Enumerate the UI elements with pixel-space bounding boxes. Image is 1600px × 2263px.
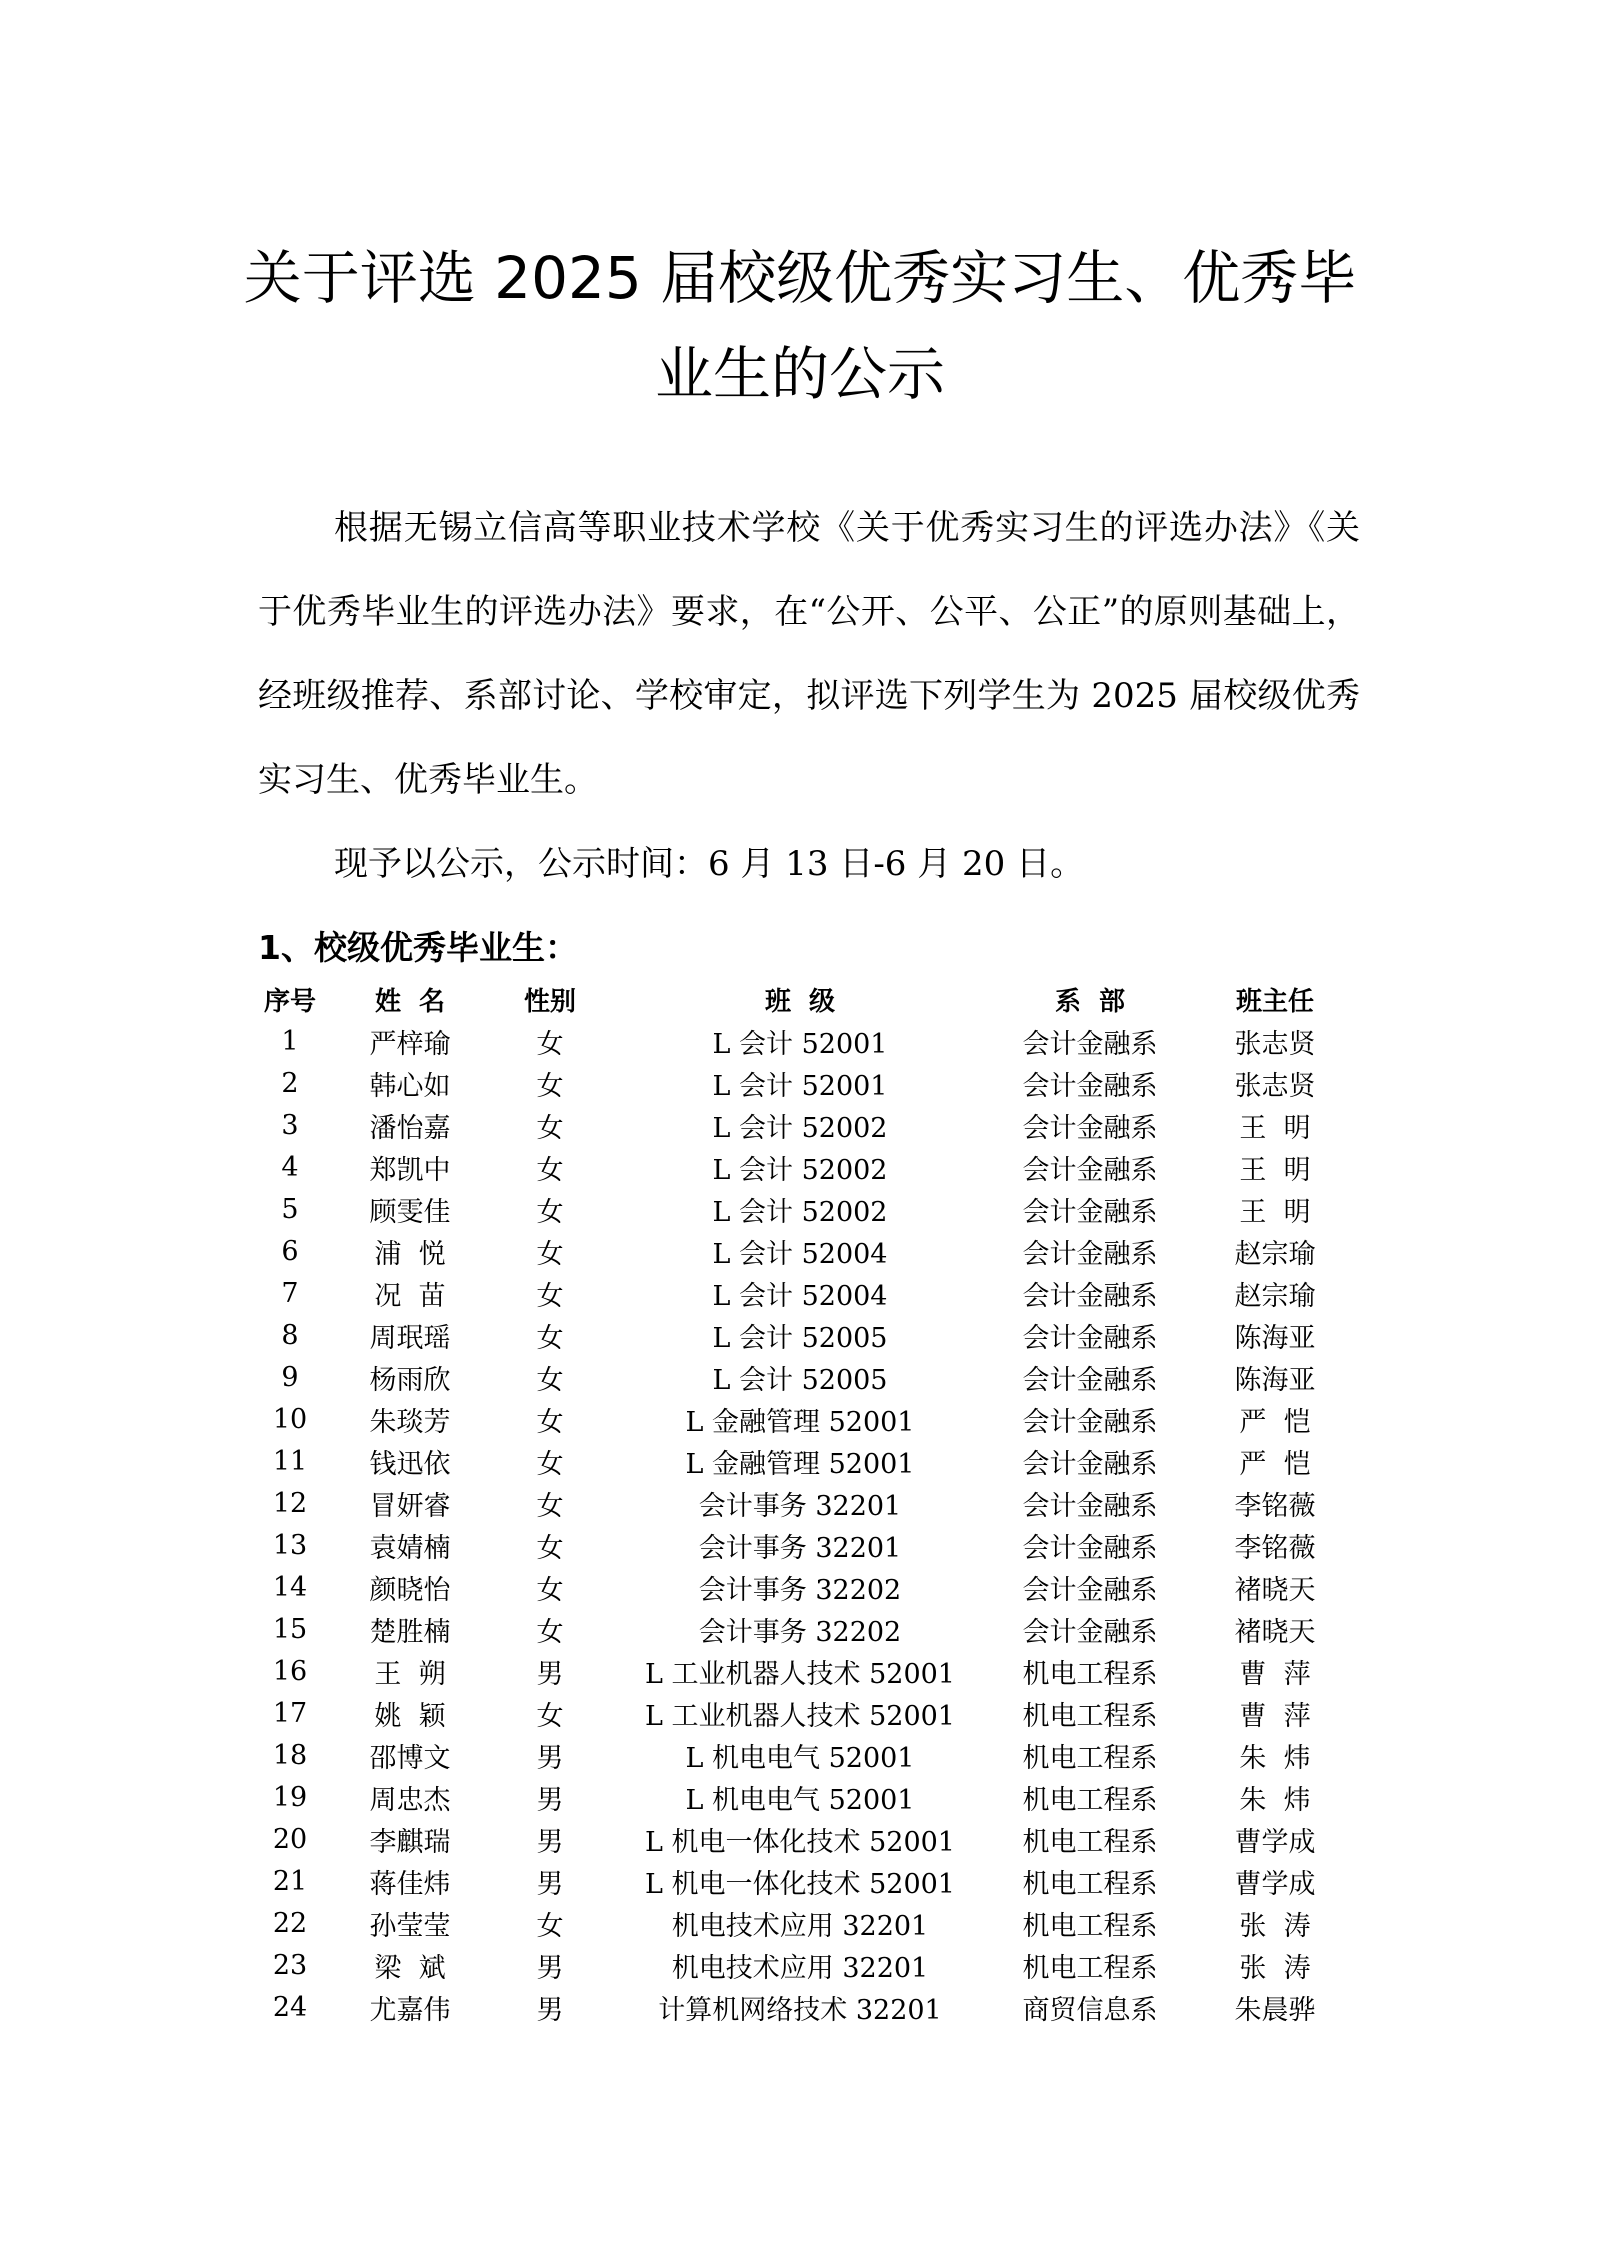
cell-name: 蒋佳炜 [369,1868,451,1900]
cell-name: 朱琰芳 [369,1406,451,1438]
cell-sex: 男 [536,1742,564,1774]
cell-name: 浦 悦 [374,1238,446,1270]
cell-sex: 女 [536,1448,564,1480]
cell-dept: 机电工程系 [1022,1700,1158,1732]
cell-no: 21 [272,1865,308,1897]
intro-paragraph: 根据无锡立信高等职业技术学校《关于优秀实习生的评选办法》《关于优秀毕业生的评选办法》要求，在“公开、公平、公正”的原则基础上，经班级推荐、系部讨论、学校审定，拟评选下列学生为 2025 届校级优秀实习生、优秀毕业生。 [258,508,1360,800]
cell-class: L 金融管理 52001 [685,1406,915,1438]
cell-teacher: 李铭薇 [1234,1532,1316,1564]
cell-class: L 机电电气 52001 [685,1742,915,1774]
cell-sex: 女 [536,1406,564,1438]
cell-name: 严梓瑜 [369,1028,451,1060]
table-row [250,1524,1360,1566]
cell-teacher: 张 涛 [1239,1910,1311,1942]
cell-dept: 商贸信息系 [1022,1994,1158,2026]
table-row [250,1146,1360,1188]
cell-class: L 工业机器人技术 52001 [645,1700,955,1732]
cell-class: L 会计 52002 [712,1154,888,1186]
cell-sex: 女 [536,1028,564,1060]
cell-dept: 会计金融系 [1022,1112,1158,1144]
cell-no: 2 [281,1067,299,1099]
table-row [250,1188,1360,1230]
cell-no: 7 [281,1277,299,1309]
cell-teacher: 严 恺 [1239,1406,1311,1438]
cell-dept: 机电工程系 [1022,1952,1158,1984]
cell-class: L 机电一体化技术 52001 [645,1868,955,1900]
cell-class: L 工业机器人技术 52001 [645,1658,955,1690]
cell-no: 18 [272,1739,308,1771]
cell-dept: 会计金融系 [1022,1448,1158,1480]
cell-dept: 会计金融系 [1022,1280,1158,1312]
cell-no: 4 [281,1151,299,1183]
cell-teacher: 朱晨骅 [1234,1994,1316,2026]
cell-name: 韩心如 [369,1070,451,1102]
cell-teacher: 褚晓天 [1234,1574,1316,1606]
cell-teacher: 张 涛 [1239,1952,1311,1984]
cell-no: 3 [281,1109,299,1141]
cell-class: 计算机网络技术 32201 [658,1994,942,2026]
cell-name: 周忠杰 [369,1784,451,1816]
cell-no: 17 [272,1697,308,1729]
table-row [250,1734,1360,1776]
cell-sex: 女 [536,1070,564,1102]
cell-no: 8 [281,1319,299,1351]
cell-sex: 女 [536,1532,564,1564]
cell-name: 王 朔 [374,1658,446,1690]
cell-no: 22 [272,1907,308,1939]
cell-no: 24 [272,1991,308,2023]
cell-name: 梁 斌 [374,1952,446,1984]
cell-teacher: 王 明 [1239,1112,1311,1144]
table-row [250,1104,1360,1146]
table-row [250,1272,1360,1314]
table-row [250,1482,1360,1524]
cell-no: 16 [272,1655,308,1687]
column-header-no: 序号 [263,986,316,1017]
cell-sex: 女 [536,1280,564,1312]
cell-teacher: 陈海亚 [1234,1322,1316,1354]
cell-dept: 机电工程系 [1022,1742,1158,1774]
cell-sex: 女 [536,1700,564,1732]
cell-sex: 男 [536,1658,564,1690]
cell-name: 颜晓怡 [369,1574,451,1606]
graduates-table [250,978,1360,2028]
cell-sex: 女 [536,1322,564,1354]
cell-name: 顾雯佳 [369,1196,451,1228]
cell-sex: 女 [536,1112,564,1144]
cell-teacher: 赵宗瑜 [1234,1280,1316,1312]
cell-class: L 会计 52004 [712,1280,888,1312]
table-row [250,1692,1360,1734]
cell-dept: 会计金融系 [1022,1238,1158,1270]
cell-teacher: 曹 萍 [1239,1700,1311,1732]
cell-name: 况 苗 [374,1280,446,1312]
cell-dept: 会计金融系 [1022,1322,1158,1354]
cell-sex: 女 [536,1616,564,1648]
cell-no: 1 [281,1025,299,1057]
table-row [250,1314,1360,1356]
cell-class: L 会计 52004 [712,1238,888,1270]
cell-name: 潘怡嘉 [369,1112,451,1144]
cell-no: 6 [281,1235,299,1267]
cell-name: 尤嘉伟 [369,1994,451,2026]
table-row [250,1566,1360,1608]
cell-class: L 金融管理 52001 [685,1448,915,1480]
graduates-table-body [250,1020,1360,2028]
column-header-teacher: 班主任 [1235,986,1314,1017]
cell-sex: 女 [536,1364,564,1396]
cell-dept: 会计金融系 [1022,1364,1158,1396]
cell-dept: 会计金融系 [1022,1406,1158,1438]
cell-no: 10 [272,1403,308,1435]
cell-teacher: 李铭薇 [1234,1490,1316,1522]
cell-dept: 机电工程系 [1022,1826,1158,1858]
cell-name: 杨雨欣 [369,1364,451,1396]
cell-no: 5 [281,1193,299,1225]
table-row [250,1902,1360,1944]
cell-name: 姚 颖 [374,1700,446,1732]
cell-sex: 男 [536,1952,564,1984]
cell-class: 机电技术应用 32201 [671,1910,929,1942]
table-row [250,1356,1360,1398]
cell-name: 楚胜楠 [369,1616,451,1648]
table-row [250,1398,1360,1440]
cell-sex: 女 [536,1238,564,1270]
cell-class: 机电技术应用 32201 [671,1952,929,1984]
cell-sex: 男 [536,1826,564,1858]
cell-class: L 会计 52005 [712,1364,888,1396]
cell-sex: 男 [536,1868,564,1900]
cell-teacher: 曹学成 [1234,1868,1316,1900]
table-row [250,1860,1360,1902]
cell-teacher: 王 明 [1239,1154,1311,1186]
cell-teacher: 朱 炜 [1239,1742,1311,1774]
cell-dept: 机电工程系 [1022,1910,1158,1942]
notice-paragraph: 现予以公示，公示时间：6 月 13 日-6 月 20 日。 [334,844,1085,884]
cell-teacher: 张志贤 [1234,1070,1316,1102]
table-row [250,1440,1360,1482]
cell-no: 11 [272,1445,308,1477]
cell-name: 李麒瑞 [369,1826,451,1858]
cell-teacher: 张志贤 [1234,1028,1316,1060]
cell-sex: 男 [536,1994,564,2026]
cell-class: 会计事务 32201 [698,1532,902,1564]
cell-dept: 会计金融系 [1022,1532,1158,1564]
column-header-class: 班 级 [764,986,836,1017]
table-row [250,1776,1360,1818]
cell-no: 23 [272,1949,308,1981]
cell-class: 会计事务 32201 [698,1490,902,1522]
cell-name: 孙莹莹 [369,1910,451,1942]
cell-no: 14 [272,1571,308,1603]
table-row [250,1608,1360,1650]
cell-sex: 女 [536,1196,564,1228]
cell-dept: 会计金融系 [1022,1154,1158,1186]
document-title-line-1: 关于评选 2025 届校级优秀实习生、优秀毕 [243,244,1357,312]
cell-sex: 女 [536,1910,564,1942]
table-row [250,1230,1360,1272]
cell-dept: 会计金融系 [1022,1196,1158,1228]
cell-dept: 会计金融系 [1022,1070,1158,1102]
column-header-sex: 性别 [523,986,576,1017]
table-row [250,1020,1360,1062]
table-row [250,1818,1360,1860]
document-title [200,230,1400,422]
cell-sex: 男 [536,1784,564,1816]
table-row [250,1062,1360,1104]
cell-name: 钱迅依 [369,1448,451,1480]
cell-class: L 机电一体化技术 52001 [645,1826,955,1858]
column-header-name: 姓 名 [374,986,446,1017]
cell-no: 20 [272,1823,308,1855]
cell-dept: 会计金融系 [1022,1490,1158,1522]
cell-class: L 会计 52002 [712,1112,888,1144]
cell-sex: 女 [536,1574,564,1606]
cell-class: 会计事务 32202 [698,1574,902,1606]
cell-name: 郑凯中 [369,1154,451,1186]
cell-class: L 会计 52005 [712,1322,888,1354]
cell-class: L 会计 52002 [712,1196,888,1228]
cell-teacher: 严 恺 [1239,1448,1311,1480]
cell-dept: 机电工程系 [1022,1784,1158,1816]
cell-name: 周珉瑶 [369,1322,451,1354]
cell-teacher: 赵宗瑜 [1234,1238,1316,1270]
cell-teacher: 曹学成 [1234,1826,1316,1858]
cell-dept: 会计金融系 [1022,1028,1158,1060]
table-row [250,1650,1360,1692]
cell-teacher: 王 明 [1239,1196,1311,1228]
section-heading-graduates: 1、校级优秀毕业生： [258,928,578,967]
cell-name: 袁婧楠 [369,1532,451,1564]
cell-class: 会计事务 32202 [698,1616,902,1648]
cell-teacher: 陈海亚 [1234,1364,1316,1396]
cell-class: L 会计 52001 [712,1028,888,1060]
document-title-line-2: 业生的公示 [654,340,945,408]
cell-no: 15 [272,1613,308,1645]
cell-class: L 机电电气 52001 [685,1784,915,1816]
cell-teacher: 曹 萍 [1239,1658,1311,1690]
cell-dept: 机电工程系 [1022,1658,1158,1690]
cell-no: 12 [272,1487,308,1519]
cell-no: 19 [272,1781,308,1813]
cell-no: 9 [281,1361,299,1393]
cell-dept: 机电工程系 [1022,1868,1158,1900]
table-row [250,1944,1360,1986]
cell-class: L 会计 52001 [712,1070,888,1102]
cell-name: 邵博文 [369,1742,451,1774]
table-row [250,1986,1360,2028]
cell-name: 冒妍睿 [369,1490,451,1522]
cell-dept: 会计金融系 [1022,1574,1158,1606]
cell-teacher: 褚晓天 [1234,1616,1316,1648]
cell-teacher: 朱 炜 [1239,1784,1311,1816]
cell-sex: 女 [536,1490,564,1522]
cell-sex: 女 [536,1154,564,1186]
table-header-row [250,978,1360,1020]
cell-dept: 会计金融系 [1022,1616,1158,1648]
column-header-dept: 系 部 [1054,986,1126,1017]
cell-no: 13 [272,1529,308,1561]
